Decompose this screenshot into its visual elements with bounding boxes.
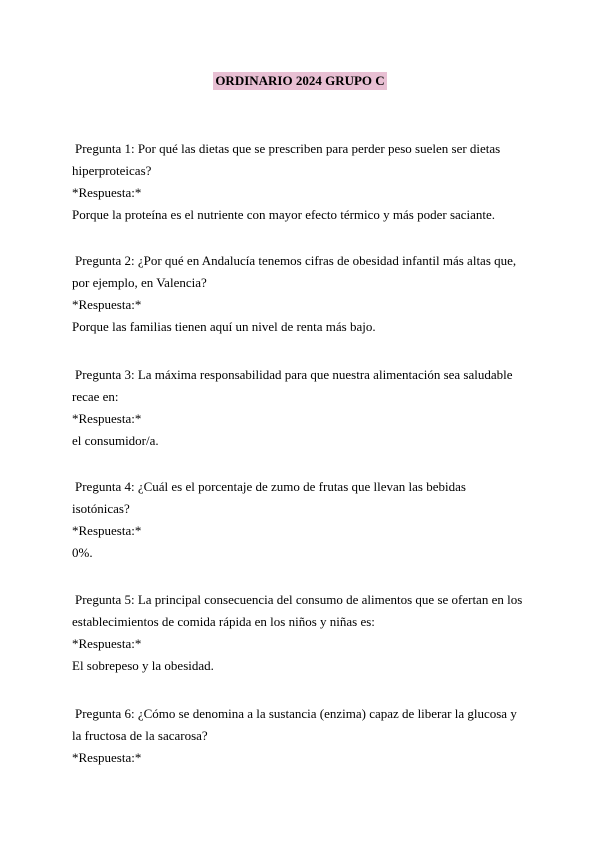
question-block-2 — [72, 250, 542, 338]
answer-label: *Respuesta:* — [72, 297, 142, 312]
answer-label: *Respuesta:* — [72, 185, 142, 200]
question-text-line: la fructosa de la sacarosa? — [72, 728, 208, 743]
answer-text: El sobrepeso y la obesidad. — [72, 658, 214, 673]
answer-text: 0%. — [72, 545, 93, 560]
title-container — [0, 72, 600, 90]
answer-text: Porque las familias tienen aquí un nivel de renta más bajo. — [72, 319, 376, 334]
question-text-line: establecimientos de comida rápida en los niños y niñas es: — [72, 614, 375, 629]
question-text-line: Pregunta 2: ¿Por qué en Andalucía tenemos cifras de obesidad infantil más altas que, — [75, 253, 517, 268]
question-text-line: por ejemplo, en Valencia? — [72, 275, 207, 290]
question-text-line: Pregunta 5: La principal consecuencia del consumo de alimentos que se ofertan en los — [75, 592, 523, 607]
question-text-line: Pregunta 6: ¿Cómo se denomina a la sustancia (enzima) capaz de liberar la glucosa y — [75, 706, 517, 721]
question-text-line: Pregunta 4: ¿Cuál es el porcentaje de zumo de frutas que llevan las bebidas — [75, 479, 466, 494]
question-text-line: Pregunta 1: Por qué las dietas que se prescriben para perder peso suelen ser dietas — [75, 141, 501, 156]
question-text-line: recae en: — [72, 389, 119, 404]
answer-label: *Respuesta:* — [72, 636, 142, 651]
question-block-1 — [72, 138, 542, 226]
answer-text: el consumidor/a. — [72, 433, 159, 448]
answer-label: *Respuesta:* — [72, 750, 142, 765]
question-block-5 — [72, 589, 542, 677]
question-text-line: hiperproteicas? — [72, 163, 152, 178]
answer-label: *Respuesta:* — [72, 523, 142, 538]
question-text-line: isotónicas? — [72, 501, 130, 516]
question-text-line: Pregunta 3: La máxima responsabilidad para que nuestra alimentación sea saludable — [75, 367, 513, 382]
question-block-4 — [72, 476, 542, 564]
document-title: ORDINARIO 2024 GRUPO C — [215, 73, 385, 88]
question-block-6 — [72, 703, 542, 769]
answer-label: *Respuesta:* — [72, 411, 142, 426]
question-block-3 — [72, 364, 542, 452]
answer-text: Porque la proteína es el nutriente con mayor efecto térmico y más poder saciante. — [72, 207, 496, 222]
